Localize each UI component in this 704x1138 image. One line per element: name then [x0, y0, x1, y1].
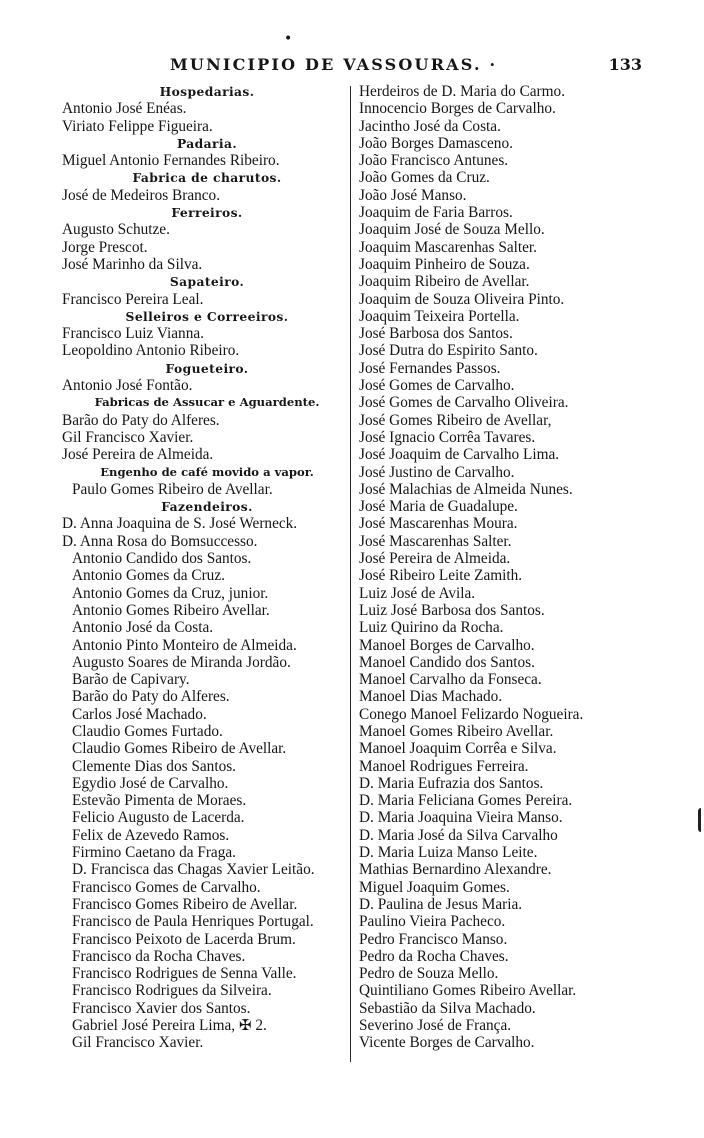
list-item: João Gomes da Cruz.: [359, 169, 490, 187]
left-column: [62, 83, 352, 1052]
list-item: Conego Manoel Felizardo Nogueira.: [359, 705, 584, 723]
list-item: Mathias Bernardino Alexandre.: [359, 861, 552, 879]
list-item: Manoel Rodrigues Ferreira.: [359, 757, 529, 775]
list-item: Barão do Paty do Alferes.: [62, 411, 220, 429]
list-item: Joaquim Ribeiro de Avellar.: [359, 273, 530, 291]
list-item: D. Anna Rosa do Bomsuccesso.: [62, 532, 258, 550]
list-item: Antonio Candido dos Santos.: [72, 550, 252, 568]
list-item: Gil Francisco Xavier.: [72, 1034, 204, 1052]
list-item: Antonio Gomes Ribeiro Avellar.: [72, 601, 270, 619]
list-item: José Pereira de Almeida.: [359, 550, 511, 568]
list-item: D. Anna Joaquina de S. José Werneck.: [62, 515, 298, 533]
list-item: Joaquim Mascarenhas Salter.: [359, 238, 537, 256]
running-title: [170, 54, 535, 76]
list-item: Barão do Paty do Alferes.: [72, 688, 230, 706]
list-item: Augusto Schutze.: [62, 221, 170, 239]
list-item: Clemente Dias dos Santos.: [72, 757, 237, 775]
list-item: José Dutra do Espirito Santo.: [359, 342, 538, 360]
list-item: Quintiliano Gomes Ribeiro Avellar.: [359, 982, 577, 1000]
list-item: Egydio José de Carvalho.: [72, 774, 229, 792]
list-item: Paulo Gomes Ribeiro de Avellar.: [72, 480, 273, 498]
list-item: João Borges Damasceno.: [359, 134, 513, 152]
list-item: José Mascarenhas Moura.: [359, 515, 518, 533]
list-item: Felix de Azevedo Ramos.: [72, 826, 230, 844]
section-heading-padaria: Padaria.: [176, 135, 238, 151]
list-item: Augusto Soares de Miranda Jordão.: [72, 653, 291, 671]
list-item: Luiz José de Avila.: [359, 584, 476, 602]
list-item: Vicente Borges de Carvalho.: [359, 1034, 535, 1052]
list-item: Severino José de França.: [359, 1017, 512, 1035]
list-item: Manoel Carvalho da Fonseca.: [359, 671, 542, 689]
section-heading-fazendeiros: Fazendeiros.: [161, 499, 253, 515]
section-heading-sapateiro: Sapateiro.: [169, 274, 245, 290]
list-item: Firmino Caetano da Fraga.: [72, 844, 236, 862]
list-item: Manoel Candido dos Santos.: [359, 653, 535, 671]
list-item: Francisco Xavier dos Santos.: [72, 999, 251, 1017]
list-item: Francisco Rodrigues de Senna Valle.: [72, 965, 297, 983]
list-item: Pedro Francisco Manso.: [359, 930, 508, 948]
list-item: José Pereira de Almeida.: [62, 446, 214, 464]
list-item: Francisco da Rocha Chaves.: [72, 947, 246, 965]
section-heading-ferreiros: Ferreiros.: [171, 205, 243, 221]
list-item: Luiz José Barbosa dos Santos.: [359, 601, 545, 619]
list-item: José Fernandes Passos.: [359, 359, 501, 377]
list-item: José Malachias de Almeida Nunes.: [359, 480, 573, 498]
title-text: MUNICIPIO DE VASSOURAS.: [170, 55, 482, 74]
section-heading-fabricas-assucar: Fabricas de Assucar e Aguardente.: [94, 395, 320, 410]
list-item: Francisco Luiz Vianna.: [62, 325, 204, 343]
list-item: D. Maria Eufrazia dos Santos.: [359, 774, 544, 792]
list-item: José de Medeiros Branco.: [62, 186, 221, 204]
list-item: Sebastião da Silva Machado.: [359, 999, 536, 1017]
list-item: Innocencio Borges de Carvalho.: [359, 100, 556, 118]
list-item: Estevão Pimenta de Moraes.: [72, 792, 247, 810]
list-item: Gil Francisco Xavier.: [62, 428, 194, 446]
list-item: Joaquim Pinheiro de Souza.: [359, 255, 530, 273]
list-item: Viriato Felippe Figueira.: [62, 117, 213, 135]
list-item: Joaquim Teixeira Portella.: [359, 307, 520, 325]
list-item: Antonio José da Costa.: [72, 619, 214, 637]
list-item: José Maria de Guadalupe.: [359, 498, 518, 516]
list-item: Antonio Pinto Monteiro de Almeida.: [72, 636, 297, 654]
list-item: Joaquim de Faria Barros.: [359, 204, 513, 222]
list-item-gabriel: [62, 1017, 352, 1034]
list-item: Jorge Prescot.: [62, 238, 148, 256]
list-item: D. Maria Feliciana Gomes Pereira.: [359, 792, 573, 810]
list-item: Manoel Borges de Carvalho.: [359, 636, 535, 654]
list-item: D. Francisca das Chagas Xavier Leitão.: [72, 861, 315, 879]
gabriel-number: 2.: [255, 1017, 267, 1035]
list-item: José Mascarenhas Salter.: [359, 532, 512, 550]
list-item: Antonio José Enéas.: [62, 100, 187, 118]
list-item: Francisco Pereira Leal.: [62, 290, 204, 308]
list-item: Claudio Gomes Ribeiro de Avellar.: [72, 740, 287, 758]
list-item: D. Paulina de Jesus Maria.: [359, 895, 523, 913]
list-item: José Gomes de Carvalho Oliveira.: [359, 394, 569, 412]
list-item: Barão de Capivary.: [72, 671, 190, 689]
title-separator: ·: [489, 55, 498, 74]
list-item: José Justino de Carvalho.: [359, 463, 515, 481]
list-item: Claudio Gomes Furtado.: [72, 722, 223, 740]
list-item: Leopoldino Antonio Ribeiro.: [62, 342, 240, 360]
page-header: [0, 50, 704, 80]
list-item: José Ribeiro Leite Zamith.: [359, 567, 523, 585]
list-item: Miguel Antonio Fernandes Ribeiro.: [62, 152, 280, 170]
list-item: Antonio Gomes da Cruz.: [72, 567, 225, 585]
list-item: Francisco Peixoto de Lacerda Brum.: [72, 930, 296, 948]
list-item: Jacintho José da Costa.: [359, 117, 501, 135]
list-item: Francisco de Paula Henriques Portugal.: [72, 913, 314, 931]
list-item: Herdeiros de D. Maria do Carmo.: [359, 83, 566, 100]
list-item: Pedro da Rocha Chaves.: [359, 947, 509, 965]
list-item: Joaquim de Souza Oliveira Pinto.: [359, 290, 565, 308]
section-heading-hospedarias: Hospedarias.: [159, 84, 255, 99]
list-item: Felicio Augusto de Lacerda.: [72, 809, 245, 827]
list-item: Miguel Joaquim Gomes.: [359, 878, 510, 896]
right-column: [357, 83, 627, 1052]
list-item: Manoel Dias Machado.: [359, 688, 503, 706]
cross-of-order-icon: ✠: [238, 1018, 252, 1035]
page-number: 133: [608, 55, 642, 74]
list-item: José Barbosa dos Santos.: [359, 325, 513, 343]
section-heading-fabrica-charutos: Fabrica de charutos.: [132, 170, 282, 186]
list-item: Paulino Vieira Pacheco.: [359, 913, 506, 931]
list-item: Francisco Rodrigues da Silveira.: [72, 982, 272, 1000]
list-item: Manoel Gomes Ribeiro Avellar.: [359, 722, 554, 740]
list-item: José Ignacio Corrêa Tavares.: [359, 428, 536, 446]
list-item: Antonio Gomes da Cruz, junior.: [72, 584, 269, 602]
section-heading-selleiros: Selleiros e Correeiros.: [125, 308, 289, 324]
list-item: D. Maria Joaquina Vieira Manso.: [359, 809, 563, 827]
list-item: Francisco Gomes Ribeiro de Avellar.: [72, 895, 298, 913]
list-item: Antonio José Fontão.: [62, 377, 193, 395]
list-item: D. Maria Luiza Manso Leite.: [359, 844, 538, 862]
section-heading-fogueteiro: Fogueteiro.: [165, 360, 249, 376]
top-mark: •: [284, 31, 293, 47]
list-item: João José Manso.: [359, 186, 467, 204]
margin-bracket-mark: [698, 808, 704, 832]
list-item: Manoel Joaquim Corrêa e Silva.: [359, 740, 557, 758]
list-item: Francisco Gomes de Carvalho.: [72, 878, 261, 896]
list-item: Luiz Quirino da Rocha.: [359, 619, 504, 637]
list-item: Joaquim José de Souza Mello.: [359, 221, 545, 239]
gabriel-name: Gabriel José Pereira Lima,: [72, 1017, 236, 1035]
list-item: José Gomes Ribeiro de Avellar,: [359, 411, 552, 429]
list-item: João Francisco Antunes.: [359, 152, 509, 170]
list-item: Pedro de Souza Mello.: [359, 965, 499, 983]
section-heading-engenho: Engenho de café movido a vapor.: [100, 464, 314, 479]
list-item: D. Maria José da Silva Carvalho: [359, 826, 558, 844]
list-item: José Gomes de Carvalho.: [359, 377, 515, 395]
list-item: Carlos José Machado.: [72, 705, 207, 723]
list-item: José Joaquim de Carvalho Lima.: [359, 446, 560, 464]
list-item: José Marinho da Silva.: [62, 255, 203, 273]
